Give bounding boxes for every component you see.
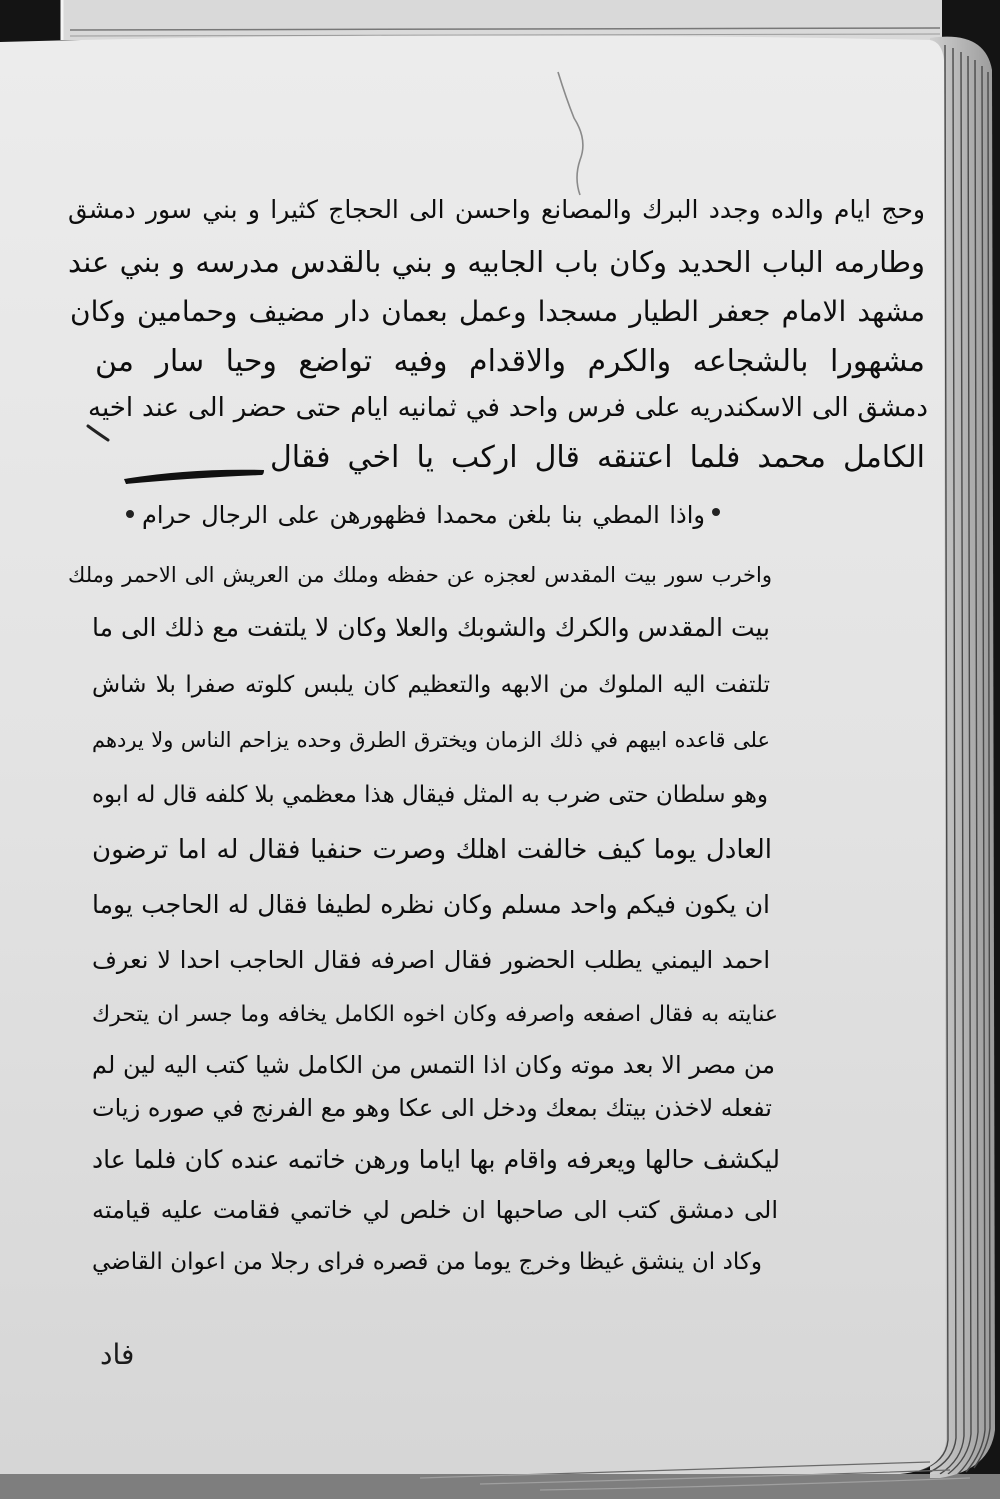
text-line-10: تلتفت اليه الملوك من الابهه والتعظيم كان يلبس كلوته صفرا بلا شاش [92,672,770,698]
text-line-1: وحج ايام والده وجدد البرك والمصانع واحسن الى الحجاج كثيرا و بني سور دمشق [68,195,925,224]
text-line-19: ليكشف حالها ويعرفه واقام بها اياما ورهن خاتمه عنده كان فلما عاد [92,1145,780,1174]
text-line-3: مشهد الامام جعفر الطيار مسجدا وعمل بعمان دار مضيف وحمامين وكان [70,295,925,328]
text-line-21: وكاد ان ينشق غيظا وخرج يوما من قصره فراى رجلا من اعوان القاضي [92,1249,762,1275]
text-line-15: احمد اليمني يطلب الحضور فقال اصرفه فقال الحاجب احدا لا نعرف [92,946,770,974]
text-line-14: ان يكون فيكم واحد مسلم وكان نظره لطيفا فقال له الحاجب يوما [92,890,770,919]
text-line-11: على قاعده ابيهم في ذلك الزمان ويخترق الطرق وحده يزاحم الناس ولا يردهم [92,728,770,752]
catchword: فاد [100,1338,135,1371]
text-line-20: الى دمشق كتب الى صاحبها ان خلص لي خاتمي فقامت عليه قيامته [92,1196,778,1224]
text-line-18: تفعله لاخذن بيتك بمعك ودخل الى عكا وهو مع الفرنج في صوره زيات [92,1094,772,1122]
verse-line: واذا المطي بنا بلغن محمدا فظهورهن على الرجال حرام [142,501,705,529]
text-line-8: واخرب سور بيت المقدس لعجزه عن حفظه وملك من العريش الى الاحمر وملك [68,563,772,587]
text-line-13: العادل يوما كيف خالفت اهلك وصرت حنفيا فقال له اما ترضون [92,835,772,865]
text-line-6: الكامل محمد فلما اعتنقه قال اركب يا اخي فقال [270,440,925,475]
text-line-12: وهو سلطان حتى ضرب به المثل فيقال هذا معظمي بلا كلفه قال له ابوه [92,782,768,808]
text-line-4: مشهورا بالشجاعه والكرم والاقدام وفيه تواضع وحيا سار من [95,344,925,379]
text-line-2: وطارمه الباب الحديد وكان باب الجابيه و بني بالقدس مدرسه و بني عند [68,245,925,279]
text-line-9: بيت المقدس والكرك والشوبك والعلا وكان لا يلتفت مع ذلك الى ما [92,613,770,642]
text-line-16: عنايته به فقال اصفعه واصرفه وكان اخوه الكامل يخافه وما جسر ان يتحرك [92,1002,778,1027]
text-line-5: دمشق الى الاسكندريه على فرس واحد في ثمانيه ايام حتى حضر الى عند اخيه [88,393,928,423]
text-line-17: من مصر الا بعد موته وكان اذا التمس من الكامل شيا كتب اليه لين لم [92,1051,775,1079]
